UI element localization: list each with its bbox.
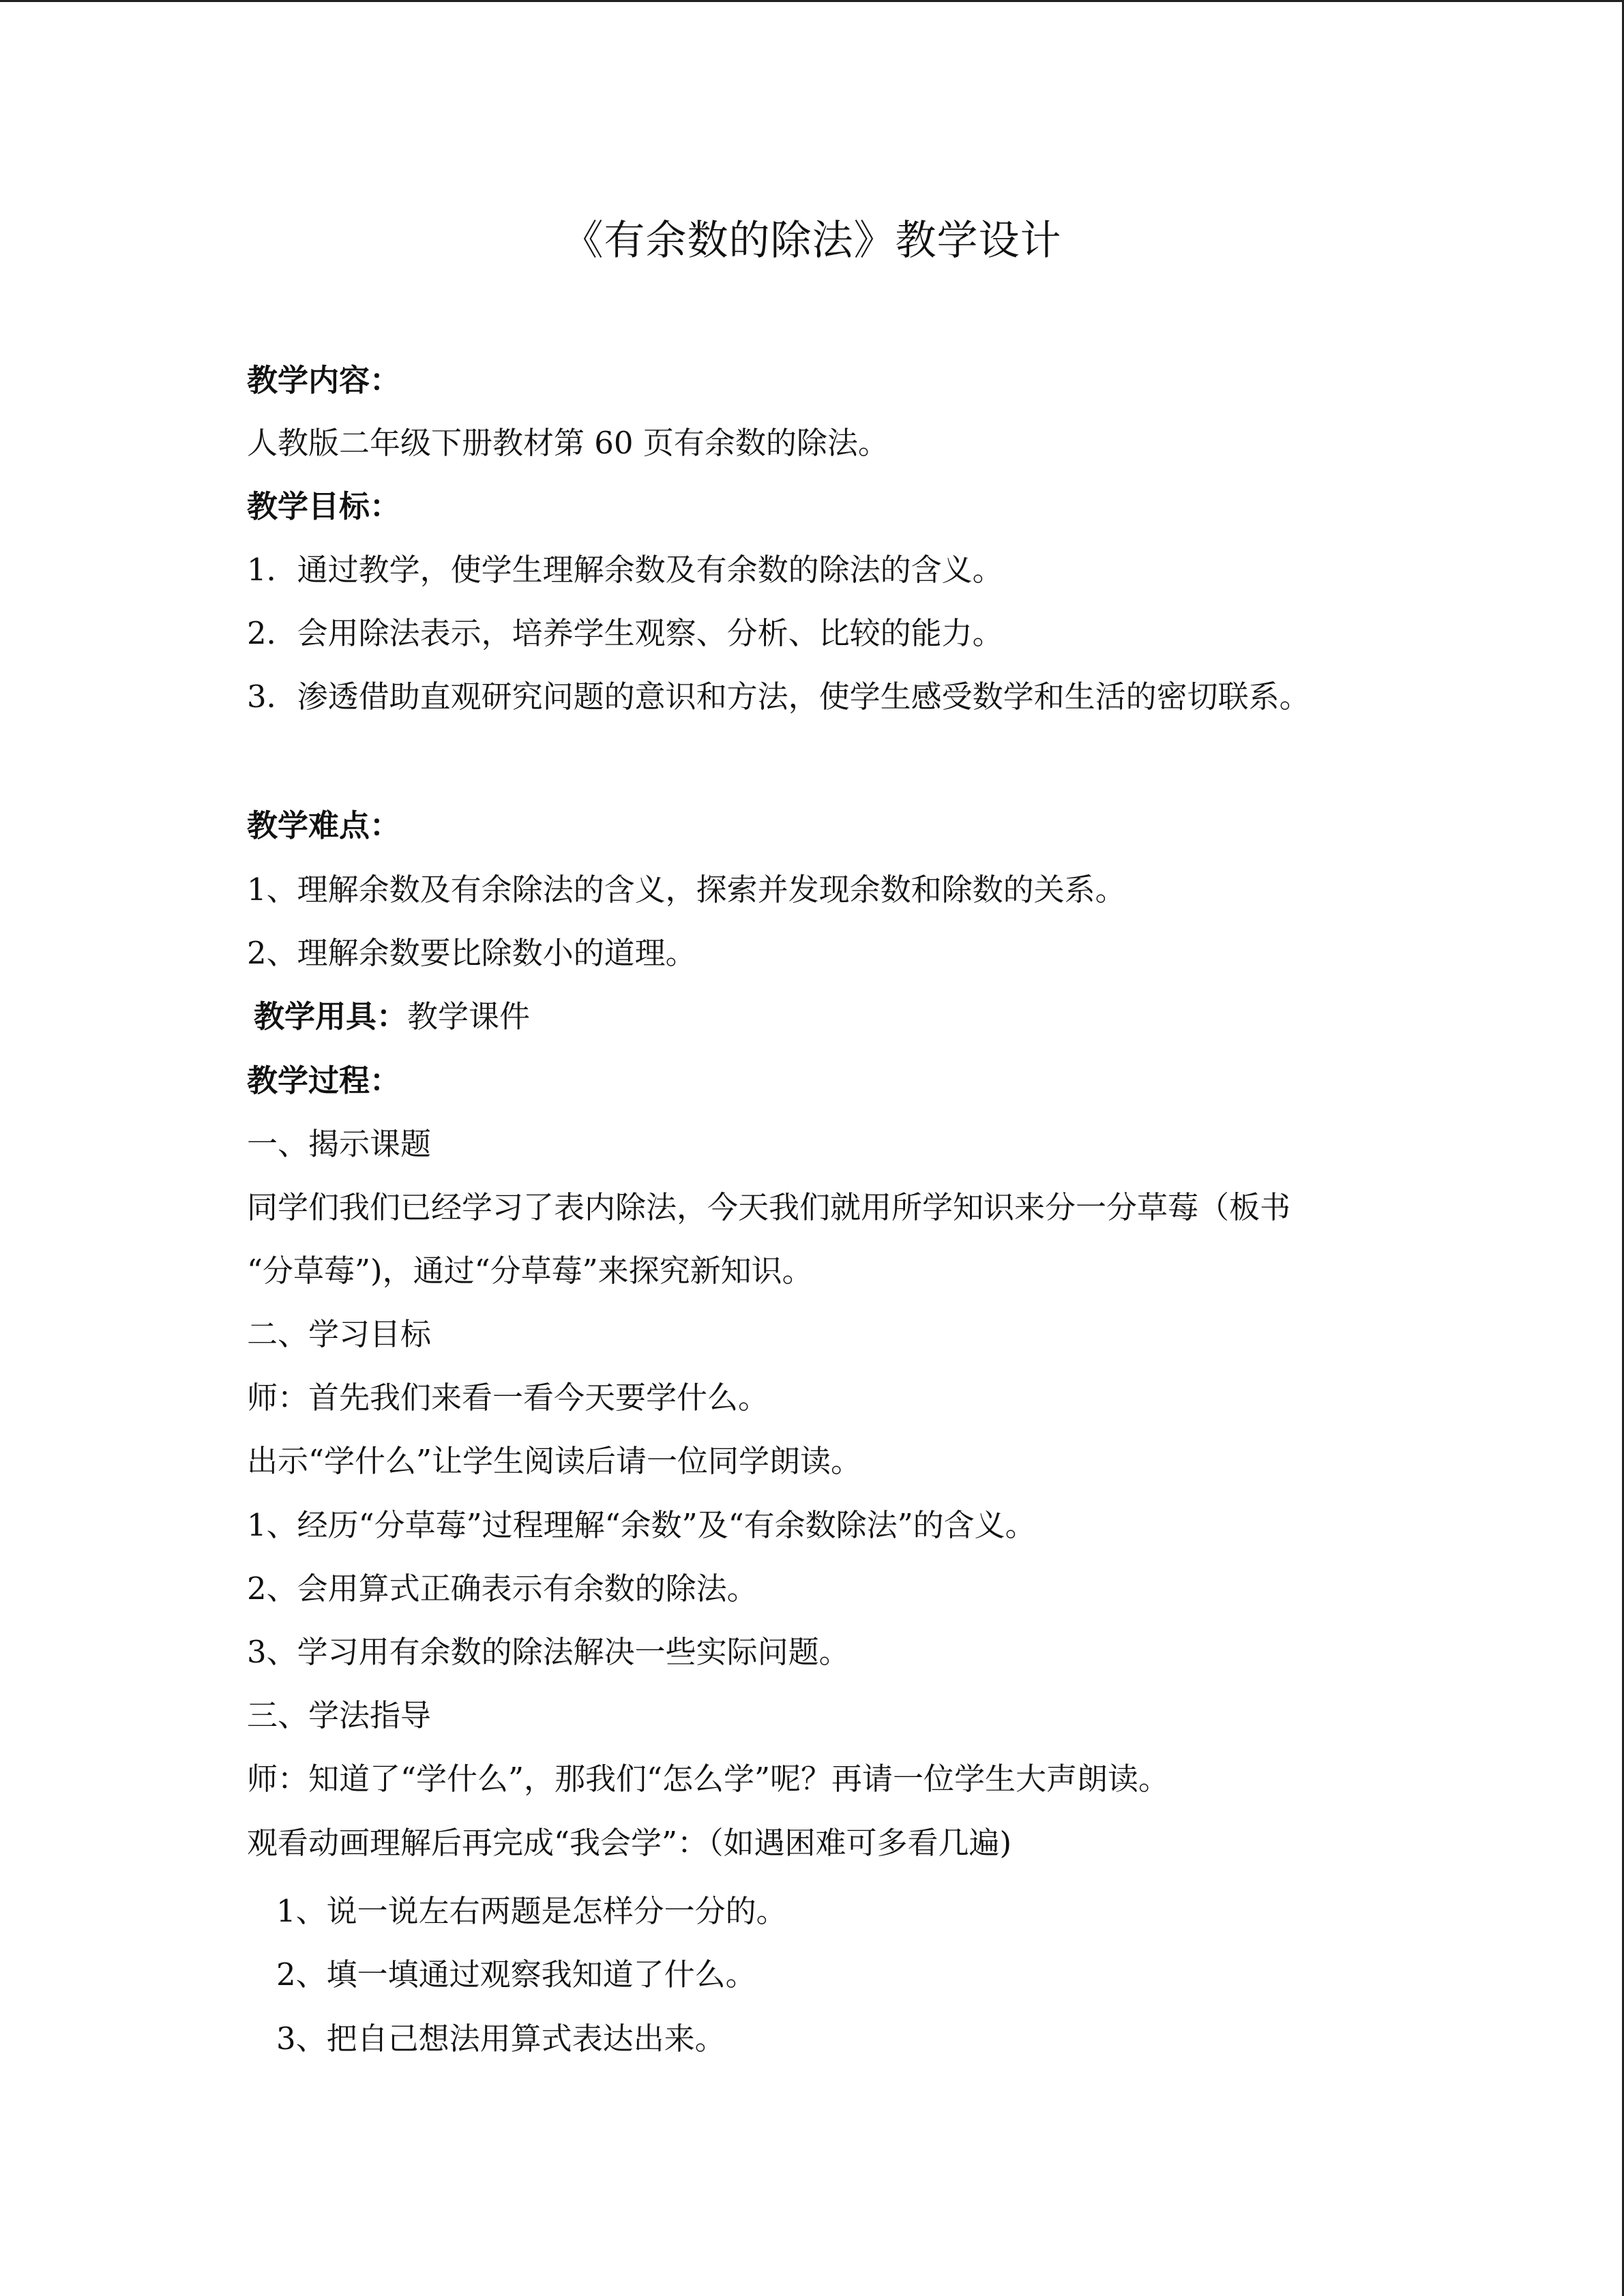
goal-item-3: 3．渗透借助直观研究问题的意识和方法，使学生感受数学和生活的密切联系。	[247, 679, 1310, 715]
section-2-line-3: 1、经历“分草莓”过程理解“余数”及“有余数除法”的含义。	[247, 1507, 1036, 1543]
section-3-title: 三、学法指导	[247, 1697, 432, 1733]
section-3-step-1: 1、说一说左右两题是怎样分一分的。	[276, 1893, 787, 1929]
section-2-line-1: 师：首先我们来看一看今天要学什么。	[247, 1380, 769, 1416]
difficulty-item-1: 1、理解余数及有余除法的含义，探索并发现余数和除数的关系。	[247, 871, 1126, 908]
goals-heading: 教学目标：	[247, 488, 401, 524]
section-2-line-2: 出示“学什么”让学生阅读后请一位同学朗读。	[247, 1443, 862, 1479]
section-1-title: 一、揭示课题	[247, 1126, 432, 1162]
process-heading: 教学过程：	[247, 1062, 401, 1099]
section-1-text-line-2: “分草莓”)，通过“分草莓”来探究新知识。	[247, 1253, 813, 1289]
goal-item-1: 1．通过教学，使学生理解余数及有余数的除法的含义。	[247, 552, 1003, 588]
document-title: 《有余数的除法》教学设计	[562, 217, 1062, 265]
section-3-line-1: 师：知道了“学什么”，那我们“怎么学”呢？再请一位学生大声朗读。	[247, 1761, 1170, 1797]
section-2-line-5: 3、学习用有余数的除法解决一些实际问题。	[247, 1634, 850, 1670]
difficulty-item-2: 2、理解余数要比除数小的道理。	[247, 935, 696, 971]
section-2-title: 二、学习目标	[247, 1316, 432, 1352]
tools-line	[254, 996, 530, 1037]
section-3-step-3: 3、把自己想法用算式表达出来。	[276, 2021, 726, 2057]
content-text: 人教版二年级下册教材第 60 页有余数的除法。	[247, 425, 889, 461]
section-2-line-4: 2、会用算式正确表示有余数的除法。	[247, 1570, 758, 1607]
section-3-line-2: 观看动画理解后再完成“我会学”：（如遇困难可多看几遍)	[247, 1825, 1012, 1861]
difficulties-heading: 教学难点：	[247, 807, 401, 844]
tools-label: 教学用具：	[254, 998, 408, 1034]
section-3-step-2: 2、填一填通过观察我知道了什么。	[276, 1956, 756, 1993]
content-heading: 教学内容：	[247, 362, 401, 398]
goal-item-2: 2．会用除法表示，培养学生观察、分析、比较的能力。	[247, 615, 1003, 651]
section-1-text-line-1: 同学们我们已经学习了表内除法，今天我们就用所学知识来分一分草莓（板书	[247, 1189, 1291, 1225]
tools-value: 教学课件	[407, 998, 531, 1034]
